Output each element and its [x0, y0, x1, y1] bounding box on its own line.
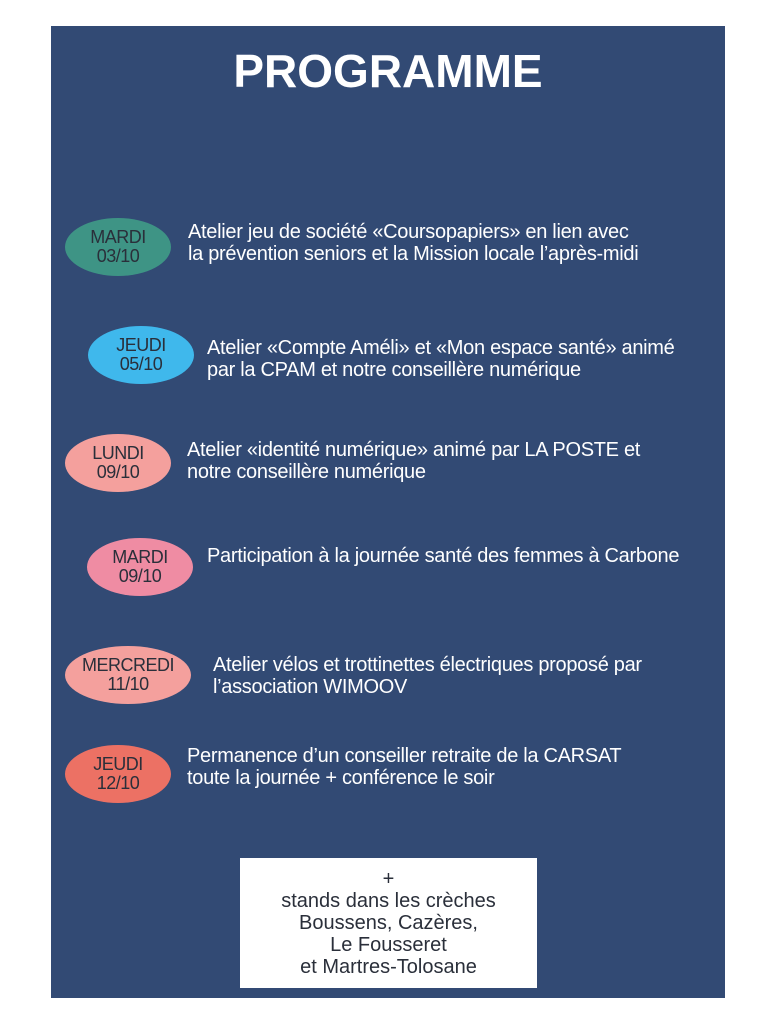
event-line: Permanence d’un conseiller retraite de la CARSAT [187, 745, 622, 767]
date-badge-5 [65, 646, 191, 704]
date-badge-2 [88, 326, 194, 384]
footer-line: Boussens, Cazères, [299, 912, 478, 934]
date-badge-day: JEUDI [93, 754, 143, 774]
date-badge-date: 09/10 [96, 462, 140, 482]
event-line: Atelier vélos et trottinettes électriques proposé par [213, 654, 642, 676]
event-line: Participation à la journée santé des femmes à Carbone [207, 545, 680, 567]
date-badge-date: 03/10 [96, 246, 140, 266]
footer-line: stands dans les crèches [281, 890, 496, 912]
plus-sign: + [382, 868, 395, 890]
event-description-3 [187, 439, 640, 483]
date-badge-date: 12/10 [96, 773, 140, 793]
event-line: Atelier «identité numérique» animé par LA POSTE et [187, 439, 641, 461]
page-title: PROGRAMME [233, 45, 543, 97]
event-line: Atelier jeu de société «Coursopapiers» en lien avec [188, 221, 629, 243]
footer-line: et Martres-Tolosane [300, 956, 477, 978]
creches-info-box [240, 858, 537, 988]
event-line: Atelier «Compte Améli» et «Mon espace santé» animé [207, 337, 675, 359]
event-line: l’association WIMOOV [213, 676, 408, 698]
date-badge-date: 09/10 [118, 566, 162, 586]
event-description-4 [207, 545, 679, 567]
date-badge-date: 05/10 [119, 354, 163, 374]
date-badge-day: MARDI [112, 547, 168, 567]
date-badge-1 [65, 218, 171, 276]
date-badge-day: MERCREDI [81, 655, 174, 675]
event-line: toute la journée + conférence le soir [187, 767, 495, 789]
event-line: par la CPAM et notre conseillère numérique [207, 359, 581, 381]
date-badge-day: MARDI [90, 227, 146, 247]
event-description-5 [213, 654, 642, 698]
event-line: la prévention seniors et la Mission locale l’après-midi [188, 243, 639, 265]
date-badge-3 [65, 434, 171, 492]
date-badge-day: LUNDI [92, 443, 144, 463]
poster-panel [51, 26, 725, 998]
date-badge-6 [65, 745, 171, 803]
date-badge-4 [87, 538, 193, 596]
date-badge-date: 11/10 [107, 674, 149, 694]
event-description-1 [188, 221, 638, 265]
footer-line: Le Fousseret [330, 934, 447, 956]
event-line: notre conseillère numérique [187, 461, 426, 483]
event-description-6 [187, 745, 621, 789]
event-description-2 [207, 337, 675, 381]
date-badge-day: JEUDI [116, 335, 166, 355]
